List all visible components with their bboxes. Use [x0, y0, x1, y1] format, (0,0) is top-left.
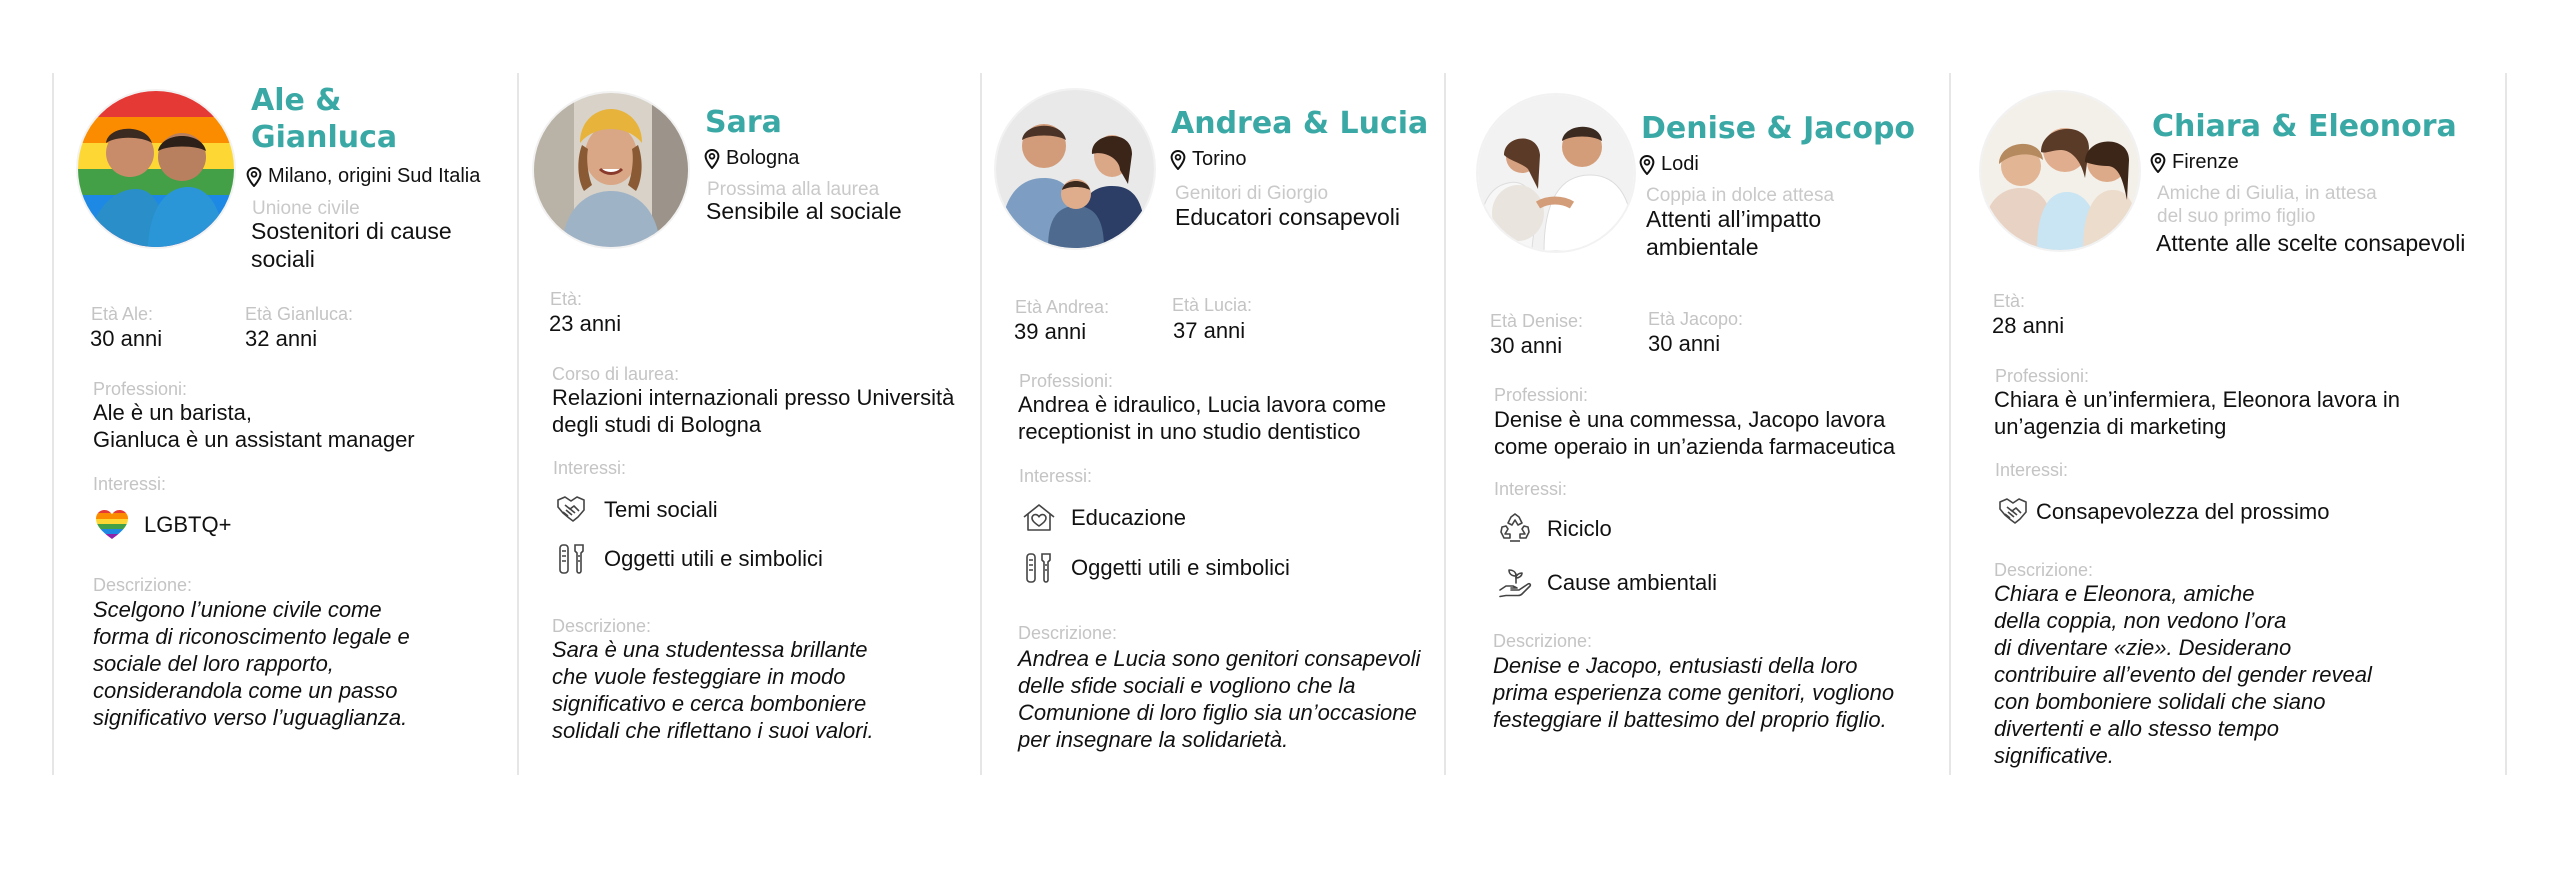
persona-name: Denise & Jacopo [1641, 111, 1916, 146]
profession-text: Denise è una commessa, Jacopo lavora come operaio in un’azienda farmaceutica [1494, 407, 1896, 459]
age-label: Età: [550, 289, 583, 309]
interests-label: Interessi: [1494, 479, 1568, 499]
interests-label: Interessi: [1995, 460, 2069, 480]
age-value: 28 anni [1992, 313, 2065, 338]
location: Bologna [704, 147, 799, 170]
profession-text: Chiara è un’infermiera, Eleonora lavora in un’agenzia di marketing [1994, 387, 2400, 439]
interest-item [1497, 511, 1612, 547]
profession-label: Professioni: [1995, 366, 2090, 386]
card-divider [980, 73, 982, 775]
tools-icon [1021, 550, 1057, 586]
location: Torino [1170, 148, 1246, 171]
study-text: Relazioni internazionali presso Università degli studi di Bologna [552, 385, 955, 437]
location-pin-icon [246, 167, 262, 187]
interest-label: Oggetti utili e simbolici [1071, 555, 1290, 580]
persona-subtitle: Amiche di Giulia, in attesa del suo primo figlio [2157, 183, 2377, 227]
age-value: 30 anni [1490, 333, 1563, 358]
location-pin-icon [1639, 155, 1655, 175]
description-text: Chiara e Eleonora, amiche della coppia, non vedono l’ora di diventare «zie». Desiderano contribuire all’evento del gender reveal con bomboniere solidali che siano divertenti e allo stesso tempo significative. [1994, 581, 2372, 768]
location: Milano, origini Sud Italia [246, 165, 480, 188]
age-label: Età Jacopo: [1648, 309, 1744, 329]
description-label: Descrizione: [1493, 631, 1593, 651]
persona-name: Chiara & Eleonora [2152, 109, 2457, 144]
description-label: Descrizione: [1018, 623, 1118, 643]
age-label: Età Denise: [1490, 311, 1584, 331]
interest-label: LGBTQ+ [144, 512, 232, 537]
handshake-icon [1996, 494, 2032, 530]
persona-tagline: Educatori consapevoli [1175, 204, 1401, 230]
age-label: Età Ale: [91, 304, 154, 324]
persona-subtitle: Coppia in dolce attesa [1646, 185, 1835, 206]
plant-hand-icon [1497, 565, 1533, 601]
age-label: Età: [1993, 291, 2026, 311]
tools-icon [554, 541, 590, 577]
interest-label: Educazione [1071, 505, 1186, 530]
interest-item [554, 541, 823, 577]
location-pin-icon [704, 149, 720, 169]
recycle-icon [1497, 511, 1533, 547]
interests-label: Interessi: [553, 458, 627, 478]
persona-name: Sara [705, 105, 782, 140]
age-value: 39 anni [1014, 319, 1087, 344]
card-divider [1949, 73, 1951, 775]
description-text: Scelgono l’unione civile come forma di riconoscimento legale e sociale del loro rapporto, considerandola come un passo significativo verso l’uguaglianza. [93, 597, 410, 730]
age-label: Età Andrea: [1015, 297, 1110, 317]
description-text: Andrea e Lucia sono genitori consapevoli delle sfide sociali e vogliono che la Comunione di loro figlio sia un’occasione per insegnare la solidarietà. [1018, 646, 1421, 752]
persona-tagline: Sostenitori di cause sociali [251, 218, 452, 272]
location-pin-icon [2150, 153, 2166, 173]
location: Lodi [1639, 153, 1699, 176]
card-divider [52, 73, 54, 775]
interest-item [1021, 550, 1290, 586]
persona-subtitle: Prossima alla laurea [707, 179, 880, 200]
profession-label: Professioni: [93, 379, 188, 399]
location-pin-icon [1170, 150, 1186, 170]
avatar [1981, 92, 2139, 250]
persona-tagline: Attenti all’impatto ambientale [1646, 206, 1822, 260]
description-text: Sara è una studentessa brillante che vuole festeggiare in modo significativo e cerca bomboniere solidali che riflettano i suoi valori. [552, 637, 874, 743]
age-value: 30 anni [90, 326, 163, 351]
card-divider [1444, 73, 1446, 775]
description-label: Descrizione: [1994, 560, 2094, 580]
profession-text: Andrea è idraulico, Lucia lavora come receptionist in uno studio dentistico [1018, 392, 1387, 444]
persona-subtitle: Genitori di Giorgio [1175, 183, 1329, 204]
card-divider [2505, 73, 2507, 775]
rainbow-heart-icon [94, 507, 130, 543]
profession-text: Ale è un barista, Gianluca è un assistant manager [93, 400, 415, 452]
description-label: Descrizione: [93, 575, 193, 595]
age-value: 23 anni [549, 311, 622, 336]
age-value: 30 anni [1648, 331, 1721, 356]
interest-label: Cause ambientali [1547, 570, 1717, 595]
avatar [534, 93, 688, 247]
interest-item [554, 492, 718, 528]
house-heart-icon [1021, 500, 1057, 536]
profession-label: Professioni: [1494, 385, 1589, 405]
handshake-icon [554, 492, 590, 528]
location: Firenze [2150, 151, 2239, 174]
interest-label: Temi sociali [604, 497, 718, 522]
persona-name: Ale & Gianluca [251, 83, 398, 155]
interest-label: Oggetti utili e simbolici [604, 546, 823, 571]
interest-item [94, 507, 231, 543]
persona-tagline: Attente alle scelte consapevoli [2156, 230, 2466, 256]
interest-item [1497, 565, 1717, 601]
age-value: 37 anni [1173, 318, 1246, 343]
interest-label: Consapevolezza del prossimo [2036, 499, 2330, 524]
avatar [1478, 95, 1634, 251]
persona-tagline: Sensibile al sociale [706, 198, 902, 224]
age-label: Età Gianluca: [245, 304, 354, 324]
description-text: Denise e Jacopo, entusiasti della loro prima esperienza come genitori, vogliono festeggiare il battesimo del proprio figlio. [1493, 653, 1895, 732]
interests-label: Interessi: [1019, 466, 1093, 486]
age-label: Età Lucia: [1172, 295, 1253, 315]
avatar [996, 90, 1154, 248]
age-value: 32 anni [245, 326, 318, 351]
card-divider [517, 73, 519, 775]
persona-subtitle: Unione civile [252, 198, 360, 219]
interest-label: Riciclo [1547, 516, 1612, 541]
description-label: Descrizione: [552, 616, 652, 636]
persona-name: Andrea & Lucia [1171, 106, 1429, 141]
interest-item [1021, 500, 1186, 536]
interest-item [1996, 494, 2330, 530]
interests-label: Interessi: [93, 474, 167, 494]
study-label: Corso di laurea: [552, 364, 680, 384]
avatar [78, 91, 234, 247]
profession-label: Professioni: [1019, 371, 1114, 391]
